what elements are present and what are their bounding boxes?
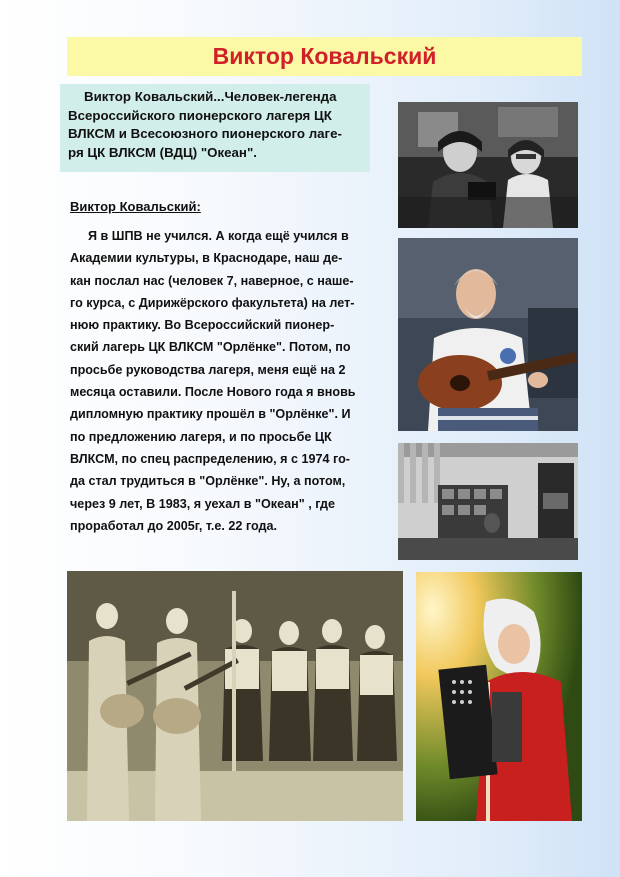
body-line: нюю практику. Во Всероссийский пионер- [70,318,335,333]
photo-group-with-guitars [67,571,403,821]
photo-studio [398,443,578,560]
body-line: по предложению лагеря, и по просьбе ЦК [70,429,332,444]
body-text [70,225,378,537]
body-line: кан послал нас (человек 7, наверное, с наше- [70,273,354,288]
section-heading: Виктор Ковальский: [70,199,201,214]
body-line: ский лагерь ЦК ВЛКСМ "Орлёнке". Потом, по [70,340,351,355]
intro-line: ВЛКСМ и Всесоюзного пионерского лаге- [68,126,342,142]
body-line: просьбе руководства лагеря, меня ещё на 2 [70,362,346,377]
body-line: Академии культуры, в Краснодаре, наш де- [70,251,343,266]
body-line: месяца оставили. После Нового года я вновь [70,385,356,400]
body-line: Я в ШПВ не учился. А когда ещё учился в [88,229,349,243]
photo-man-with-guitar [398,238,578,431]
body-line: проработал до 2005г, т.е. 22 года. [70,518,278,533]
body-line: да стал трудиться в "Орлёнке". Ну, а потом, [70,474,346,489]
photo-man-with-accordion [416,572,582,821]
intro-line: Виктор Ковальский...Человек-легенда [84,89,337,104]
title-banner [67,37,582,76]
body-line: через 9 лет, В 1983, я уехал в "Океан" , где [70,496,335,511]
body-line: дипломную практику прошёл в "Орлёнке". И [70,407,351,422]
body-line: ВЛКСМ, по спец распределению, я с 1974 го- [70,451,350,466]
body-line: го курса, с Дирижёрского факультета) на лет- [70,295,355,310]
intro-line: ря ЦК ВЛКСМ (ВДЦ) "Океан". [68,144,257,160]
intro-line: Всероссийского пионерского лагеря ЦК [68,107,332,123]
photo-two-men-camera [398,102,578,228]
page-title: Виктор Ковальский [212,43,437,69]
intro-box [60,84,370,172]
